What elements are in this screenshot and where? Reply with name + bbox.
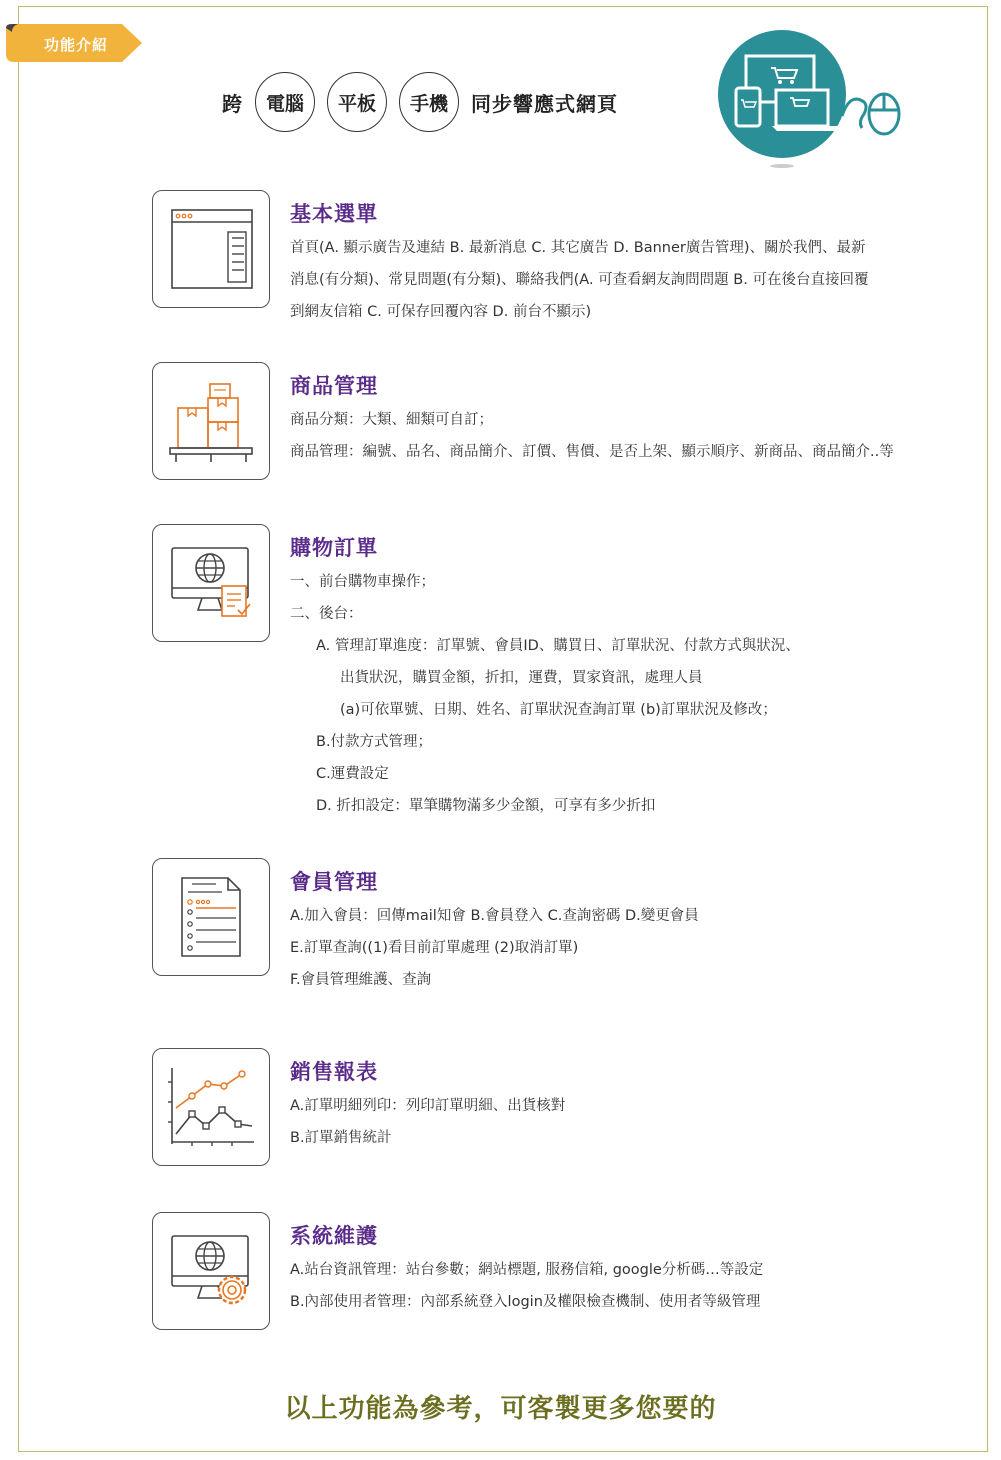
feature-line: C.運費設定 (316, 766, 389, 782)
heading-suffix: 同步響應式網頁 (471, 91, 618, 116)
feature-line: B.付款方式管理； (316, 734, 433, 750)
feature-line: A.站台資訊管理：站台參數；網站標題, 服務信箱, google分析碼…等設定 (290, 1262, 764, 1278)
browser-window-icon (166, 204, 256, 294)
device-pill-computer: 電腦 (255, 72, 315, 132)
feature-line: A.加入會員：回傳mail知會 B.會員登入 C.查詢密碼 D.變更會員 (290, 908, 699, 924)
footer-note: 以上功能為參考，可客製更多您要的 (284, 1394, 717, 1424)
feature-line: E.訂單查詢((1)看目前訂單處理 (2)取消訂單) (290, 940, 579, 956)
feature-title: 系統維護 (290, 1224, 378, 1248)
feature-title: 基本選單 (290, 202, 378, 226)
monitor-globe-gear-icon (166, 1226, 256, 1316)
feature-icon-frame (152, 362, 270, 480)
feature-title: 會員管理 (290, 870, 378, 894)
feature-title: 商品管理 (290, 374, 378, 398)
feature-icon-frame (152, 1212, 270, 1330)
heading-prefix: 跨 (222, 91, 243, 116)
page-heading (222, 72, 618, 132)
line-chart-icon (166, 1062, 256, 1152)
feature-description (290, 1090, 950, 1154)
monitor-globe-document-icon (166, 538, 256, 628)
feature-line: 消息(有分類)、常見問題(有分類)、聯絡我們(A. 可查看網友詢問問題 B. 可在後台直接回覆 (290, 272, 869, 288)
feature-line: 首頁(A. 顯示廣告及連結 B. 最新消息 C. 其它廣告 D. Banner廣告管理)、關於我們、最新 (290, 240, 866, 256)
feature-line: 二、後台： (290, 606, 363, 622)
feature-icon-frame (152, 524, 270, 642)
feature-line: 商品分類：大類、細類可自訂； (290, 412, 493, 428)
feature-line: B.內部使用者管理：內部系統登入login及權限檢查機制、使用者等級管理 (290, 1294, 761, 1310)
device-pill-phone: 手機 (399, 72, 459, 132)
feature-line: 出貨狀況，購買金額，折扣，運費，買家資訊，處理人員 (340, 670, 703, 686)
feature-line: (a)可依單號、日期、姓名、訂單狀況查詢訂單 (b)訂單狀況及修改； (340, 702, 777, 718)
feature-line: 商品管理：編號、品名、商品簡介、訂價、售價、是否上架、顯示順序、新商品、商品簡介..等 (290, 444, 894, 460)
feature-description (290, 404, 950, 468)
feature-line: A. 管理訂單進度：訂單號、會員ID、購買日、訂單狀況、付款方式與狀況、 (316, 638, 800, 654)
responsive-devices-icon (716, 28, 916, 178)
device-pill-tablet: 平板 (327, 72, 387, 132)
feature-description (290, 232, 950, 328)
feature-title: 購物訂單 (290, 536, 378, 560)
feature-line: 到網友信箱 C. 可保存回覆內容 D. 前台不顯示) (290, 304, 592, 320)
feature-line: D. 折扣設定：單筆購物滿多少金額，可享有多少折扣 (316, 798, 656, 814)
feature-icon-frame (152, 858, 270, 976)
feature-title: 銷售報表 (290, 1060, 378, 1084)
feature-line: 一、前台購物車操作； (290, 574, 435, 590)
feature-description (290, 566, 950, 822)
feature-description (290, 1254, 950, 1318)
section-tag (4, 24, 142, 64)
feature-icon-frame (152, 190, 270, 308)
feature-line: A.訂單明細列印：列印訂單明細、出貨核對 (290, 1098, 566, 1114)
feature-line: B.訂單銷售統計 (290, 1130, 392, 1146)
boxes-pallet-icon (166, 376, 256, 466)
feature-description (290, 900, 950, 996)
section-tag-label: 功能介紹 (43, 36, 108, 54)
feature-line: F.會員管理維護、查詢 (290, 972, 432, 988)
feature-icon-frame (152, 1048, 270, 1166)
member-list-icon (166, 872, 256, 962)
